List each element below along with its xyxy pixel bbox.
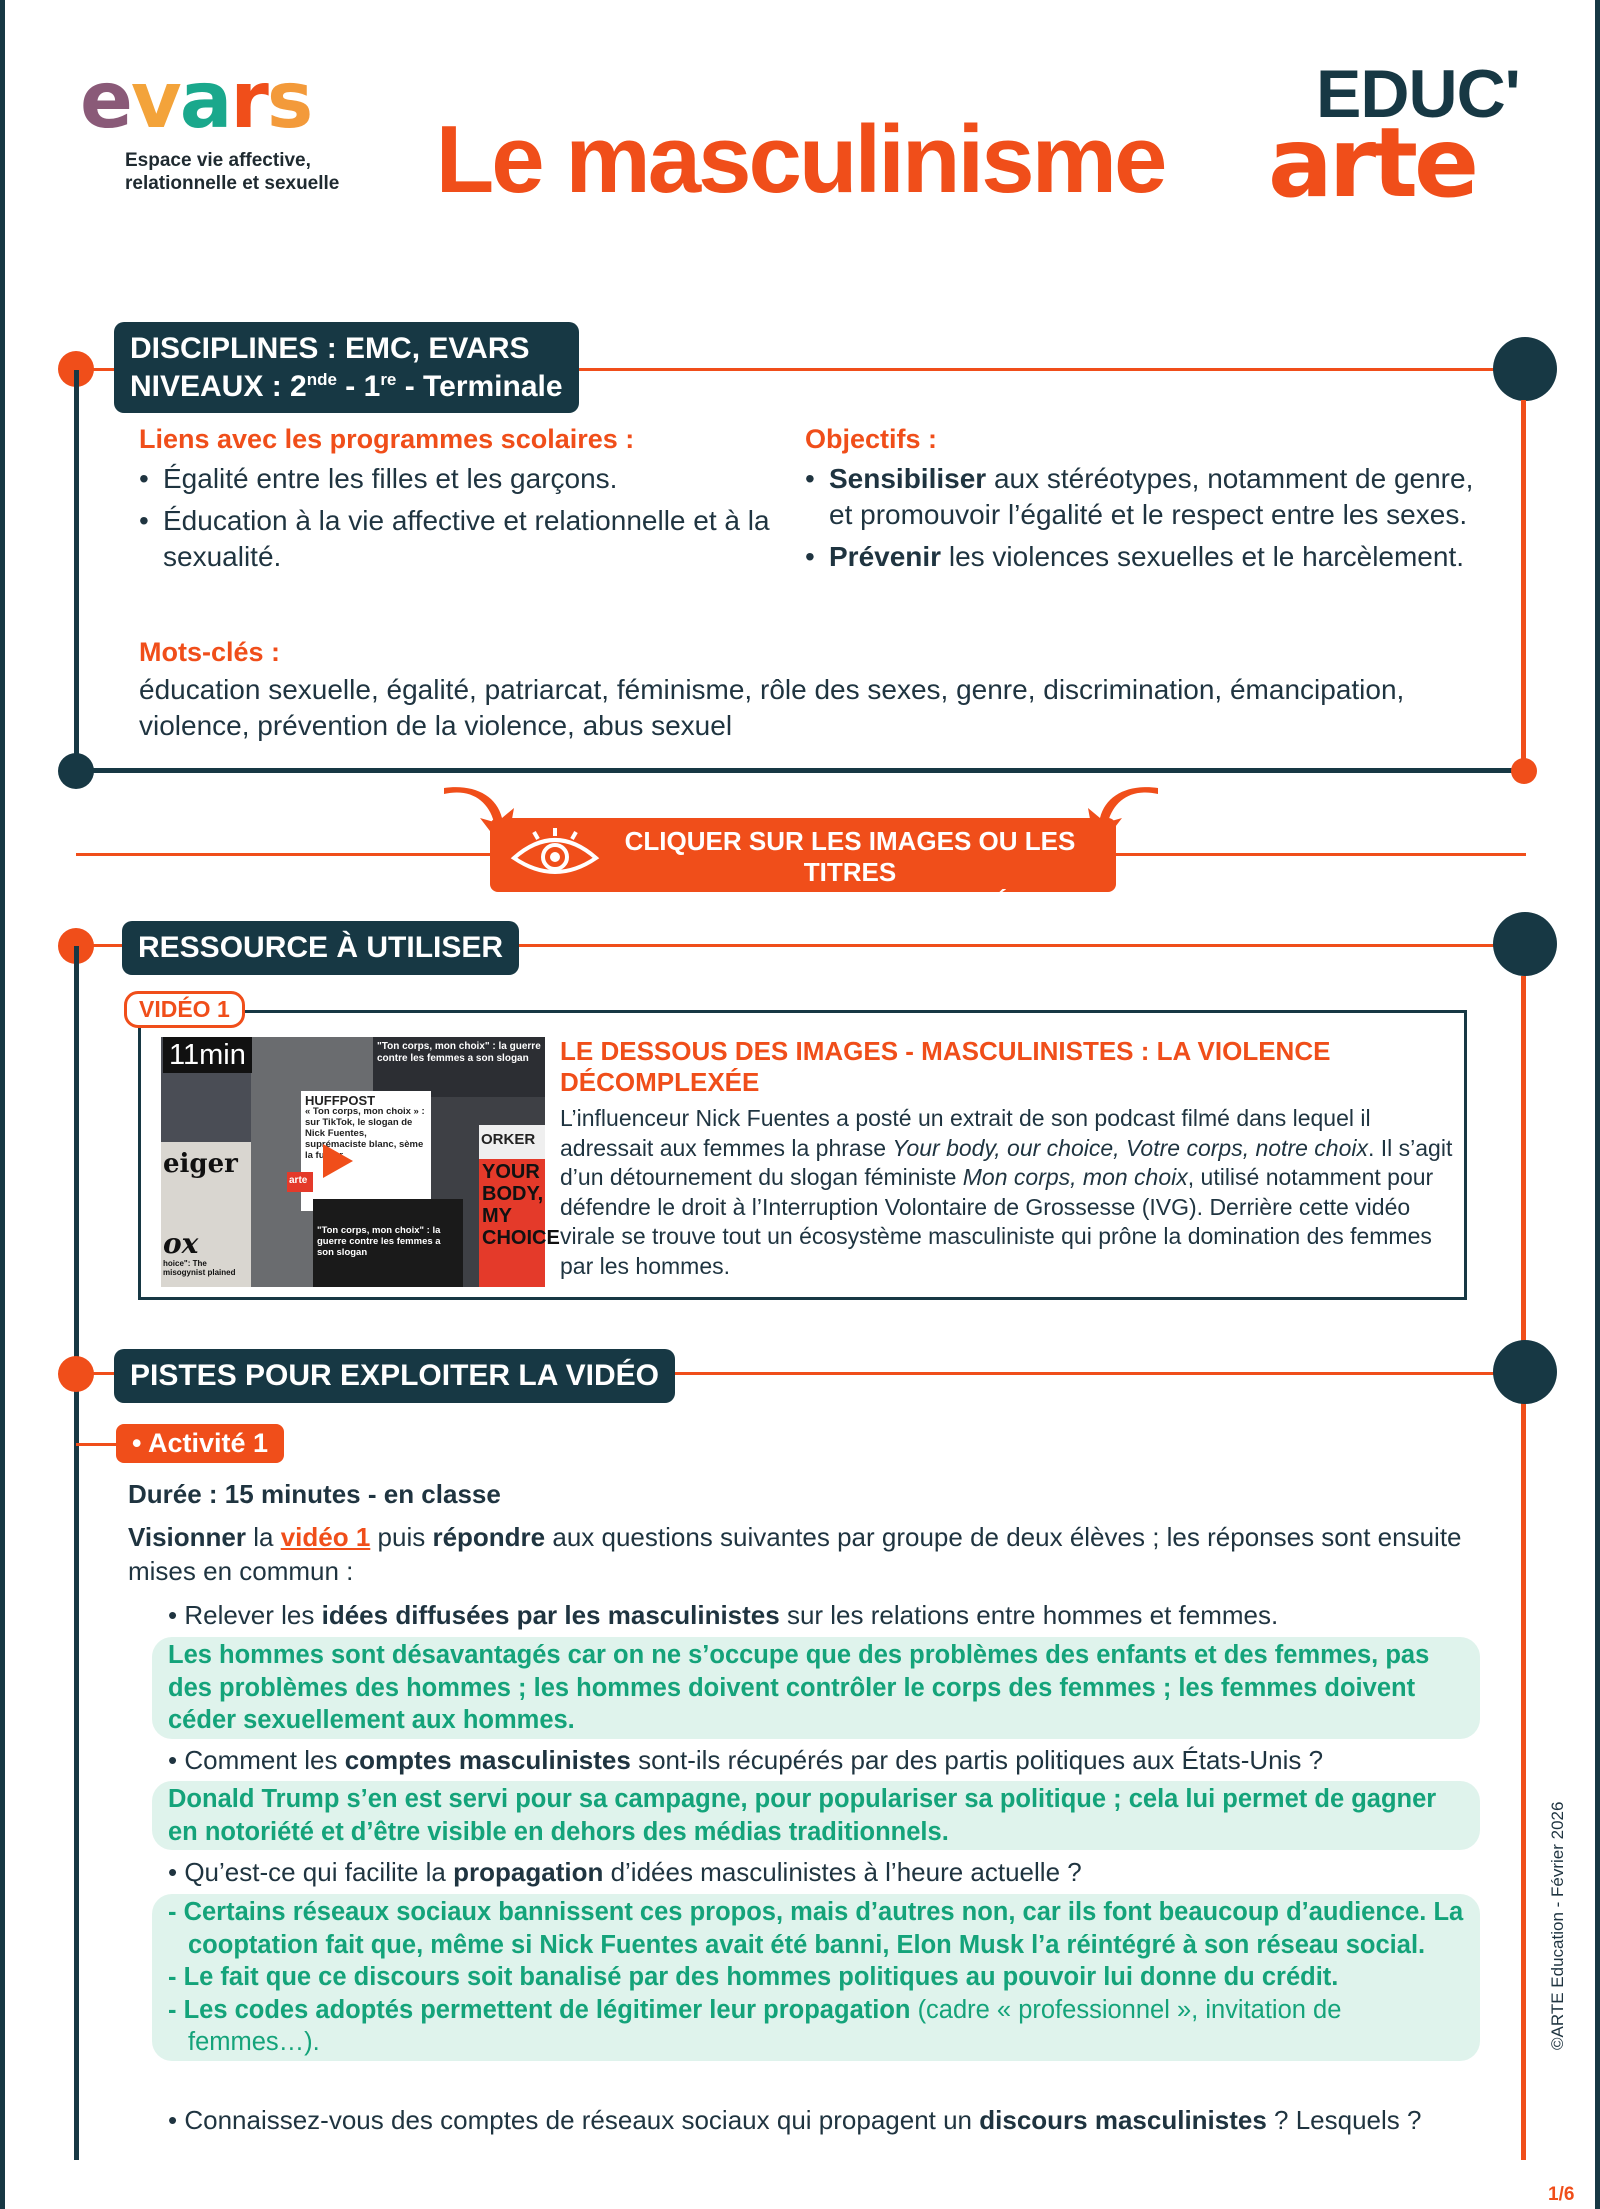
logo-letter: r — [230, 56, 267, 146]
logo-letter: v — [130, 56, 180, 146]
question-4 — [168, 2103, 1458, 2137]
q-bold: discours masculinistes — [979, 2105, 1267, 2135]
niveaux-sup: nde — [306, 369, 337, 389]
logo-letter: e — [80, 56, 131, 146]
thumb-arte-badge: arte — [287, 1172, 313, 1192]
disciplines-label: DISCIPLINES : EMC, EVARS — [130, 332, 530, 365]
eye-icon — [510, 826, 600, 884]
rail-node — [1493, 912, 1557, 976]
logo-letter: a — [179, 56, 231, 146]
answer-3-point: - Le fait que ce discours soit banalisé par des hommes politiques au pouvoir lui donne du crédit. — [168, 1963, 1339, 1991]
video-duration: 11min — [163, 1037, 252, 1073]
q-bold: idées diffusées par les masculinistes — [321, 1600, 780, 1630]
info-bottom-rail — [76, 768, 1526, 773]
copyright: ©ARTE Education - Février 2026 — [1548, 1801, 1567, 2050]
liens-item: • Éducation à la vie affective et relationnelle et à la sexualité. — [139, 503, 779, 575]
cta-rail-left — [76, 853, 492, 856]
desc-text: . Il s’agit d’un détournement du slogan féministe — [560, 1134, 1453, 1190]
q-text: sur les relations entre hommes et femmes. — [779, 1600, 1279, 1630]
resource-tag: RESSOURCE À UTILISER — [122, 921, 519, 975]
answer-3-point — [168, 1994, 1464, 2059]
rail-dot — [58, 753, 94, 789]
question-3 — [168, 1855, 1458, 1889]
cta-line1: CLIQUER SUR LES IMAGES OU LES TITRES — [624, 826, 1076, 887]
motscles-text: éducation sexuelle, égalité, patriarcat, féminisme, rôle des sexes, genre, discrimination, émancipation, violence, prévention de la violence, abus sexuel — [139, 674, 1405, 741]
logo-letter: s — [266, 56, 312, 146]
q-text: • Relever les — [168, 1600, 322, 1630]
video-description — [560, 1104, 1460, 1281]
answer-3-point: - Certains réseaux sociaux bannissent ces propos, mais d’autres non, car ils font beaucoup d’audience. La cooptation fait que, même si Nick Fuentes avait été banni, Elon Musk l’a réintégré à son réseau social. — [168, 1898, 1464, 1959]
page-edge-right — [1595, 0, 1600, 2209]
video-thumbnail[interactable] — [161, 1037, 560, 1287]
q-text: • Connaissez-vous des comptes de réseaux sociaux qui propagent un — [168, 2105, 980, 2135]
niveaux-text: - 1 — [336, 369, 381, 403]
thumb-huffpost-card — [301, 1091, 431, 1211]
liens-item: • Égalité entre les filles et les garçons. — [139, 461, 779, 497]
educ-logo-line1: EDUC' — [1316, 56, 1520, 132]
rail-node — [1493, 337, 1557, 401]
q-text: sont-ils récupérés par des partis politiques aux États-Unis ? — [630, 1745, 1324, 1775]
answer-1: Les hommes sont désavantagés car on ne s’occupe que des problèmes des enfants et des femmes, pas des problèmes des hommes ; les hommes doivent contrôler le corps des femmes ; les femmes doivent céder sexuellement aux hommes. — [152, 1637, 1480, 1739]
objectif-bold: Prévenir — [829, 541, 942, 572]
objectifs-block — [805, 424, 1485, 575]
main-right-rail — [1521, 976, 1526, 2160]
intro-text: la — [246, 1522, 281, 1552]
intro-bold: Visionner — [128, 1522, 247, 1552]
objectifs-heading: Objectifs : — [805, 424, 938, 454]
thumb-huffpost-text: « Ton corps, mon choix » : sur TikTok, le slogan de Nick Fuentes, suprémaciste blanc, sème la fureur — [305, 1106, 425, 1161]
niveaux-text: - Terminale — [396, 369, 563, 403]
info-right-rail — [1521, 400, 1526, 770]
answer-3-plain: (cadre « professionnel », invitation de femmes…). — [188, 1995, 1342, 2056]
activity-intro — [128, 1520, 1488, 1588]
answer-3 — [152, 1894, 1480, 2061]
liens-heading: Liens avec les programmes scolaires : — [139, 424, 635, 454]
educ-arte-logo — [1268, 55, 1538, 219]
q-text: d’idées masculinistes à l’heure actuelle ? — [603, 1857, 1082, 1887]
rail-dot — [1511, 758, 1537, 784]
q-text: • Comment les — [168, 1745, 345, 1775]
motscles-block — [139, 637, 1489, 744]
rail-node — [1493, 1340, 1557, 1404]
pistes-tag: PISTES POUR EXPLOITER LA VIDÉO — [114, 1349, 675, 1403]
page-title: Le masculinisme — [435, 106, 1165, 213]
rail-dot — [58, 1356, 94, 1392]
cta-text — [610, 826, 1090, 919]
q-text: ? Lesquels ? — [1266, 2105, 1422, 2135]
liens-block — [139, 424, 779, 575]
intro-text: puis — [370, 1522, 433, 1552]
objectif-text: aux stéréotypes, notamment de genre, et promouvoir l’égalité et le respect entre les sexes. — [829, 463, 1474, 530]
q-bold: comptes masculinistes — [344, 1745, 631, 1775]
intro-text: aux questions suivantes par groupe de deux élèves ; les réponses sont ensuite mises en commun : — [128, 1522, 1462, 1586]
page-number: 1/6 — [1548, 2184, 1575, 2205]
answer-3-bold: - Les codes adoptés permettent de légitimer leur propagation — [168, 1995, 911, 2024]
cta-line2: DES EXTRAITS POUR Y ACCÉDER — [634, 888, 1066, 918]
niveaux-sup: re — [380, 369, 397, 389]
page-edge-left — [0, 0, 5, 2209]
thumb-caption-top: "Ton corps, mon choix" : la guerre contre les femmes a son slogan — [373, 1037, 545, 1097]
click-images-banner[interactable] — [490, 818, 1116, 918]
arte-logo-line2: arte — [1268, 107, 1476, 219]
intro-bold: répondre — [432, 1522, 546, 1552]
cta-rail-right — [1114, 853, 1526, 856]
q-bold: propagation — [453, 1857, 604, 1887]
thumb-vox-text: hoice": The misogynist plained — [163, 1259, 236, 1277]
desc-text: L’influenceur Nick Fuentes a posté un extrait de son podcast filmé dans lequel il adressait aux femmes la phrase — [560, 1105, 1371, 1161]
activity-tag: • Activité 1 — [116, 1424, 284, 1463]
niveaux-text: NIVEAUX : 2 — [130, 369, 307, 403]
answer-2: Donald Trump s’en est servi pour sa campagne, pour populariser sa politique ; cela lui permet de gagner en notoriété et d’être visible en dehors des médias traditionnels. — [152, 1781, 1480, 1850]
thumb-caption-bottom: "Ton corps, mon choix" : la guerre contre les femmes a son slogan — [313, 1199, 463, 1287]
activity-duration: Durée : 15 minutes - en classe — [128, 1479, 501, 1509]
objectif-bold: Sensibiliser — [829, 463, 987, 494]
q-text: • Qu’est-ce qui facilite la — [168, 1857, 454, 1887]
objectif-item — [805, 461, 1485, 533]
play-icon[interactable] — [323, 1144, 353, 1178]
thumb-huffpost-title: HUFFPOST — [305, 1093, 376, 1108]
objectif-item — [805, 539, 1485, 575]
question-1 — [168, 1598, 1458, 1632]
motscles-heading: Mots-clés : — [139, 637, 281, 667]
main-left-rail — [74, 946, 79, 2160]
thumb-poster: YOUR BODY, MY CHOICE — [479, 1159, 545, 1287]
question-2 — [168, 1743, 1458, 1777]
desc-italic: Mon corps, mon choix — [962, 1164, 1188, 1190]
objectif-text: les violences sexuelles et le harcèlement. — [941, 541, 1465, 572]
thumb-vox: ox — [163, 1227, 199, 1260]
disciplines-tag — [114, 322, 579, 413]
thumb-yorker: ORKER — [479, 1125, 545, 1159]
video-badge: VIDÉO 1 — [124, 991, 245, 1028]
activity-connector — [76, 1443, 120, 1446]
evars-subtitle-line2: relationnelle et sexuelle — [125, 172, 340, 194]
desc-italic: Your body, our choice, Votre corps, notre choix — [892, 1134, 1368, 1161]
desc-text: , utilisé notamment pour défendre le droit à l’Interruption Volontaire de Grossesse (IVG). Derrière cette vidéo virale se trouve tout un écosystème masculiniste qui prône la domination des femmes par les hommes. — [560, 1164, 1434, 1279]
niveaux-label — [130, 368, 563, 406]
video-1-link[interactable]: vidéo 1 — [280, 1522, 371, 1552]
evars-subtitle-line1: Espace vie affective, — [125, 150, 311, 171]
info-left-rail — [74, 370, 79, 770]
video-title-link[interactable]: LE DESSOUS DES IMAGES - MASCULINISTES : LA VIOLENCE DÉCOMPLEXÉE — [560, 1036, 1331, 1097]
thumb-eiger: eiger — [163, 1149, 238, 1179]
